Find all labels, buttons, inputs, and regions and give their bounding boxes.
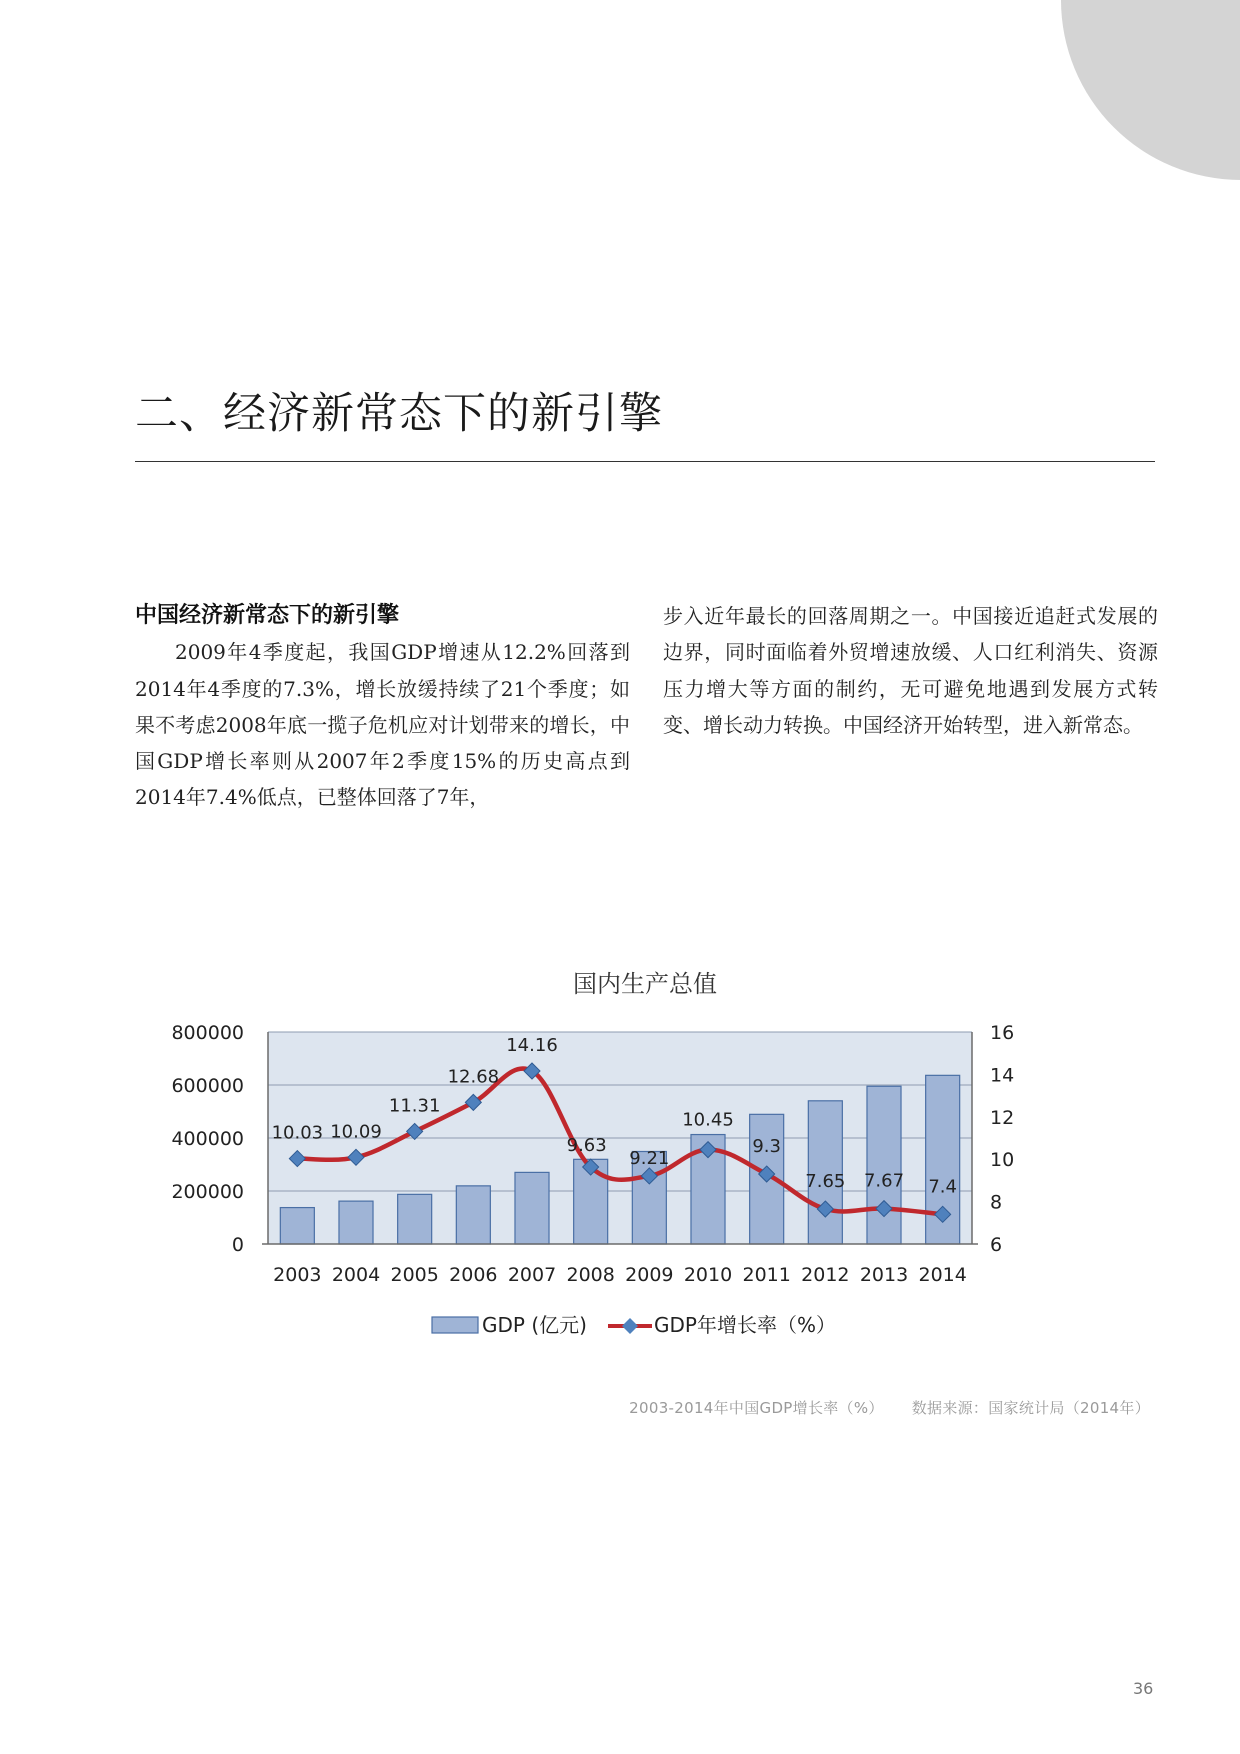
corner-decoration [1061,0,1240,180]
x-tick-label: 2006 [449,1264,498,1286]
y-left-tick-label: 600000 [171,1075,244,1097]
growth-rate-data-label: 14.16 [506,1035,558,1057]
growth-rate-data-label: 9.3 [752,1136,781,1158]
gdp-bar [339,1201,373,1244]
x-tick-label: 2008 [566,1264,615,1286]
legend-gdp-swatch [432,1317,478,1333]
y-left-tick-label: 400000 [171,1128,244,1150]
gdp-bar [456,1186,490,1244]
chart-title: 国内生产总值 [573,970,717,998]
x-tick-label: 2010 [683,1264,733,1286]
article-paragraph-left: 2009年4季度起，我国GDP增速从12.2%回落到2014年4季度的7.3%，增长放缓持续了21个季度；如果不考虑2008年底一揽子危机应对计划带来的增长，中国GDP增长率则从2007年2季度15%的历史高点到2014年7.4%低点，已整体回落了7年， [135,640,630,810]
legend-rate-marker [622,1318,638,1334]
growth-rate-data-label: 10.09 [330,1121,382,1143]
y-right-tick-label: 10 [990,1149,1015,1172]
legend-gdp-label: GDP (亿元) [482,1313,587,1337]
caption-source: 数据来源：国家统计局（2014年） [911,1399,1150,1417]
x-tick-label: 2009 [625,1264,674,1286]
y-right-tick-label: 6 [990,1234,1003,1256]
y-right-tick-label: 14 [990,1064,1015,1087]
page-number: 36 [1133,1679,1154,1698]
x-tick-label: 2014 [918,1264,967,1286]
y-left-tick-label: 0 [231,1234,244,1256]
y-left-tick-label: 800000 [171,1022,244,1044]
x-tick-label: 2003 [273,1264,322,1286]
growth-rate-data-label: 7.65 [805,1171,846,1193]
gdp-chart-svg [150,950,1110,1360]
article-heading: 中国经济新常态下的新引擎 [135,603,400,628]
growth-rate-data-label: 10.45 [682,1109,734,1131]
figure-caption [601,1397,1150,1418]
y-left-tick-label: 200000 [171,1181,244,1203]
text-column-left [135,598,630,816]
x-tick-label: 2012 [801,1264,850,1286]
text-column-right [663,598,1158,743]
growth-rate-data-label: 9.63 [566,1135,607,1157]
x-tick-label: 2004 [331,1264,381,1286]
gdp-bar [515,1172,549,1244]
gdp-bar [398,1194,432,1244]
y-right-tick-label: 8 [990,1191,1003,1214]
gdp-bar [867,1086,901,1244]
growth-rate-data-label: 7.4 [928,1176,957,1198]
growth-rate-data-label: 9.21 [629,1147,670,1169]
x-tick-label: 2013 [859,1264,909,1286]
x-tick-label: 2011 [742,1264,791,1286]
gdp-chart [150,950,1110,1360]
legend-rate-label: GDP年增长率（%） [654,1313,836,1337]
caption-text: 2003-2014年中国GDP增长率（%） [629,1399,884,1417]
y-right-tick-label: 16 [990,1022,1015,1044]
growth-rate-data-label: 7.67 [863,1170,905,1192]
article-paragraph-right: 步入近年最长的回落周期之一。中国接近追赶式发展的边界，同时面临着外贸增速放缓、人口红利消失、资源压力增大等方面的制约，无可避免地遇到发展方式转变、增长动力转换。中国经济开始转型，进入新常态。 [663,604,1158,737]
x-tick-label: 2005 [390,1264,439,1286]
gdp-bar [280,1208,314,1244]
growth-rate-data-label: 12.68 [447,1066,500,1088]
chart-legend [432,1313,836,1337]
growth-rate-data-label: 10.03 [271,1122,324,1144]
x-tick-label: 2007 [507,1264,557,1286]
y-right-tick-label: 12 [990,1106,1015,1129]
section-title: 二、经济新常态下的新引擎 [135,389,663,439]
growth-rate-data-label: 11.31 [388,1095,441,1117]
title-divider [135,461,1155,462]
